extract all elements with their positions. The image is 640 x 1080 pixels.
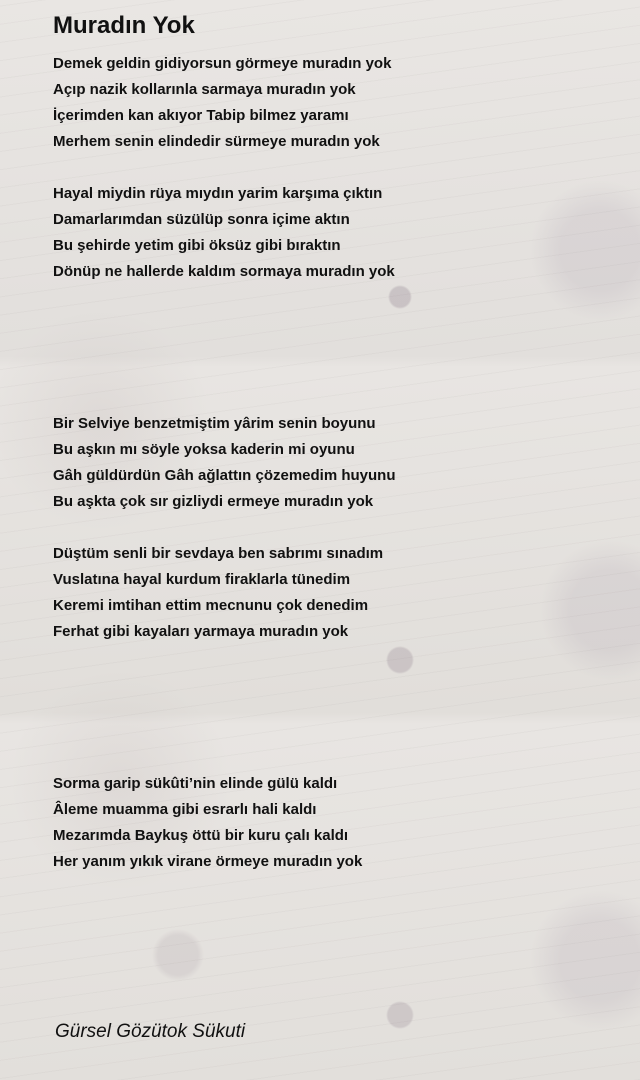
stanza-3: [53, 411, 396, 515]
poem-line: Sorma garip sükûti’nin elinde gülü kaldı: [53, 775, 338, 792]
poem-line: Bu şehirde yetim gibi öksüz gibi bıraktın: [53, 237, 341, 254]
poem-line: Düştüm senli bir sevdaya ben sabrımı sınadım: [53, 545, 384, 562]
poem-line: İçerimden kan akıyor Tabip bilmez yaramı: [53, 107, 349, 124]
poem-line: Bir Selviye benzetmiştim yârim senin boyunu: [53, 415, 376, 432]
poem-line: Açıp nazik kollarınla sarmaya muradın yok: [53, 81, 356, 98]
poem-line: Mezarımda Baykuş öttü bir kuru çalı kaldı: [53, 827, 349, 844]
poem-line: Ferhat gibi kayaları yarmaya muradın yok: [53, 623, 349, 640]
poem-line: Damarlarımdan süzülüp sonra içime aktın: [53, 211, 350, 228]
poem-line: Keremi imtihan ettim mecnunu çok denedim: [53, 597, 369, 614]
stanza-4: [53, 541, 383, 645]
stanza-1: [53, 51, 391, 155]
stanza-2: [53, 181, 395, 285]
poem-line: Bu aşkta çok sır gizliydi ermeye muradın yok: [53, 493, 374, 510]
stanza-5: [53, 771, 362, 875]
poem-line: Merhem senin elindedir sürmeye muradın yok: [53, 133, 380, 150]
poem-line: Her yanım yıkık virane örmeye muradın yok: [53, 853, 363, 870]
poem-title: Muradın Yok: [53, 12, 195, 39]
poem-line: Dönüp ne hallerde kaldım sormaya muradın yok: [53, 263, 395, 280]
poem-line: Bu aşkın mı söyle yoksa kaderin mi oyunu: [53, 441, 355, 458]
poem-line: Vuslatına hayal kurdum firaklarla tünedim: [53, 571, 351, 588]
poem-line: Hayal miydin rüya mıydın yarim karşıma çıktın: [53, 185, 383, 202]
poem-line: Demek geldin gidiyorsun görmeye muradın yok: [53, 55, 392, 72]
poem-line: Âleme muamma gibi esrarlı hali kaldı: [53, 801, 317, 818]
poem-author: Gürsel Gözütok Sükuti: [55, 1021, 246, 1042]
poem-line: Gâh güldürdün Gâh ağlattın çözemedim huyunu: [53, 467, 396, 484]
